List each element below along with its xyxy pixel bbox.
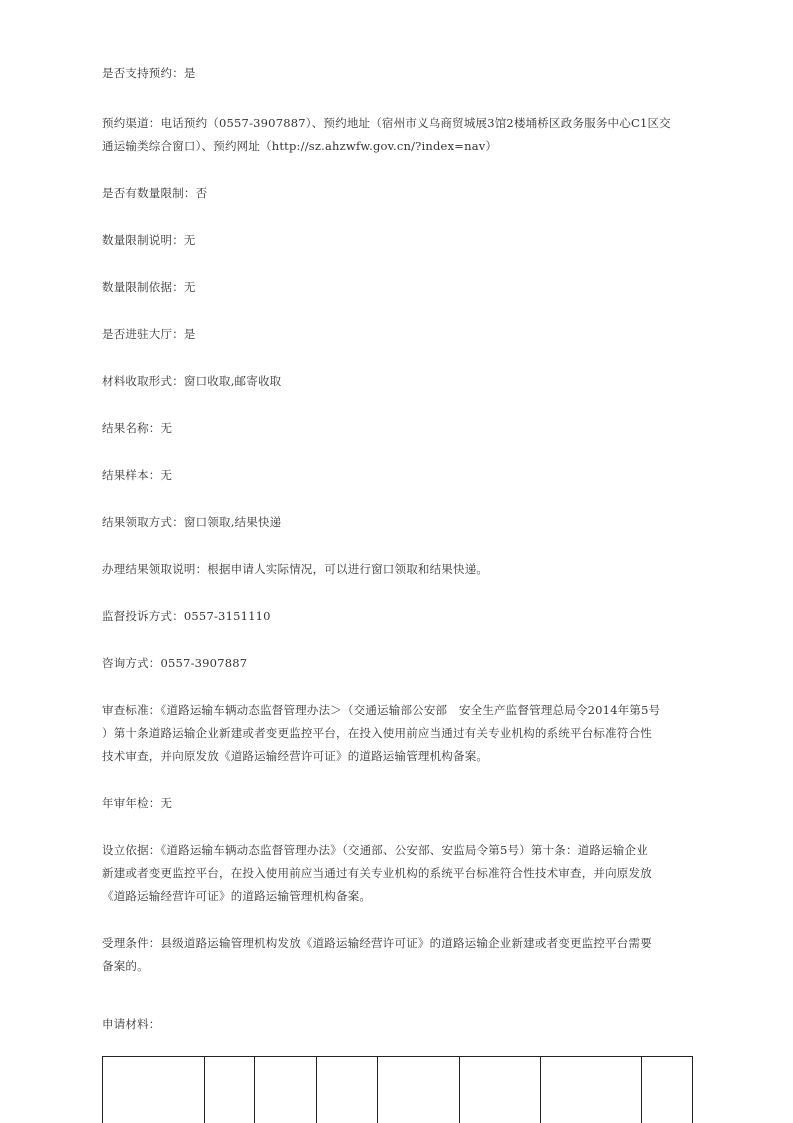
text-line: 预约渠道：电话预约（0557-3907887）、预约地址（宿州市义乌商贸城展3馆2楼埇桥区政务服务中心C1区交 bbox=[102, 116, 671, 130]
text-line: 备案的。 bbox=[102, 959, 149, 973]
text-line: 数量限制说明：无 bbox=[102, 233, 196, 247]
text-line: 年审年检：无 bbox=[102, 796, 173, 810]
text-line: 咨询方式：0557-3907887 bbox=[102, 656, 248, 670]
text-line: 申请材料： bbox=[102, 1017, 161, 1031]
text-line: 是否进驻大厅：是 bbox=[102, 327, 196, 341]
text-line: 设立依据：《道路运输车辆动态监督管理办法》（交通部、公安部、安监局令第5号）第十条：道路运输企业 bbox=[102, 843, 648, 857]
table-column-divider bbox=[316, 1057, 317, 1123]
text-line: 监督投诉方式：0557-3151110 bbox=[102, 609, 271, 623]
table-column-divider bbox=[641, 1057, 642, 1123]
table-column-divider bbox=[254, 1057, 255, 1123]
text-line: ）第十条道路运输企业新建或者变更监控平台，在投入使用前应当通过有关专业机构的系统平台标准符合性 bbox=[102, 726, 652, 740]
table-column-divider bbox=[540, 1057, 541, 1123]
text-line: 结果名称：无 bbox=[102, 421, 173, 435]
table-column-divider bbox=[692, 1057, 693, 1123]
table-column-divider bbox=[204, 1057, 205, 1123]
text-line: 审查标准：《道路运输车辆动态监督管理办法＞（交通运输部公安部 安全生产监督管理总局令2014年第5号 bbox=[102, 703, 661, 717]
text-line: 《道路运输经营许可证》的道路运输管理机构备案。 bbox=[102, 889, 372, 903]
text-line: 是否有数量限制：否 bbox=[102, 186, 208, 200]
table-column-divider bbox=[377, 1057, 378, 1123]
text-line: 结果领取方式：窗口领取,结果快递 bbox=[102, 515, 282, 529]
materials-table bbox=[102, 1056, 693, 1123]
text-line: 结果样本：无 bbox=[102, 468, 173, 482]
text-line: 通运输类综合窗口）、预约网址（http://sz.ahzwfw.gov.cn/?index=nav） bbox=[102, 139, 498, 153]
text-line: 技术审查，并向原发放《道路运输经营许可证》的道路运输管理机构备案。 bbox=[102, 749, 489, 763]
text-line: 材料收取形式：窗口收取,邮寄收取 bbox=[102, 374, 282, 388]
text-line: 受理条件：县级道路运输管理机构发放《道路运输经营许可证》的道路运输企业新建或者变更监控平台需要 bbox=[102, 936, 652, 950]
text-line: 办理结果领取说明：根据申请人实际情况，可以进行窗口领取和结果快递。 bbox=[102, 562, 489, 576]
text-line: 新建或者变更监控平台，在投入使用前应当通过有关专业机构的系统平台标准符合性技术审查，并向原发放 bbox=[102, 866, 652, 880]
text-line: 数量限制依据：无 bbox=[102, 280, 196, 294]
text-line: 是否支持预约：是 bbox=[102, 66, 196, 80]
table-column-divider bbox=[459, 1057, 460, 1123]
